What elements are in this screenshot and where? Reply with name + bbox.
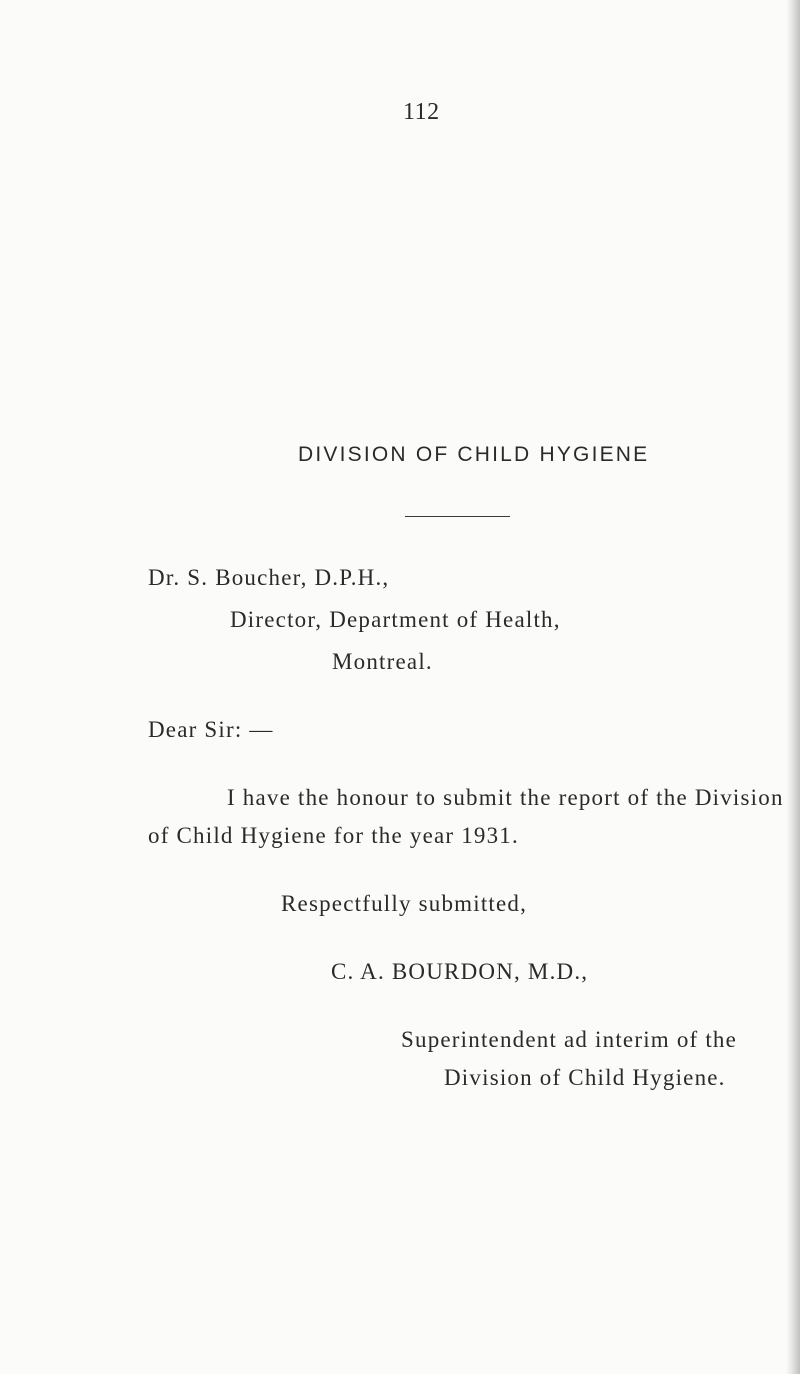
- signer-name: C. A. BOURDON, M.D.,: [331, 959, 589, 984]
- closing: Respectfully submitted,: [281, 891, 528, 916]
- body-text-line-2: of Child Hygiene for the year 1931.: [148, 823, 519, 848]
- addressee-city: Montreal.: [332, 649, 433, 674]
- addressee-name: Dr. S. Boucher, D.P.H.,: [148, 565, 390, 590]
- signer-title-line-2: Division of Child Hygiene.: [444, 1065, 726, 1090]
- page-edge-shadow: [786, 0, 800, 1374]
- salutation: Dear Sir: —: [148, 717, 274, 742]
- body-text-line-1: I have the honour to submit the report of the Division: [227, 785, 784, 810]
- signer-title-line-1: Superintendent ad interim of the: [401, 1027, 738, 1052]
- section-heading: DIVISION OF CHILD HYGIENE: [298, 443, 650, 466]
- page-number: 112: [403, 99, 440, 125]
- addressee-title: Director, Department of Health,: [230, 607, 561, 632]
- heading-divider: [405, 516, 510, 517]
